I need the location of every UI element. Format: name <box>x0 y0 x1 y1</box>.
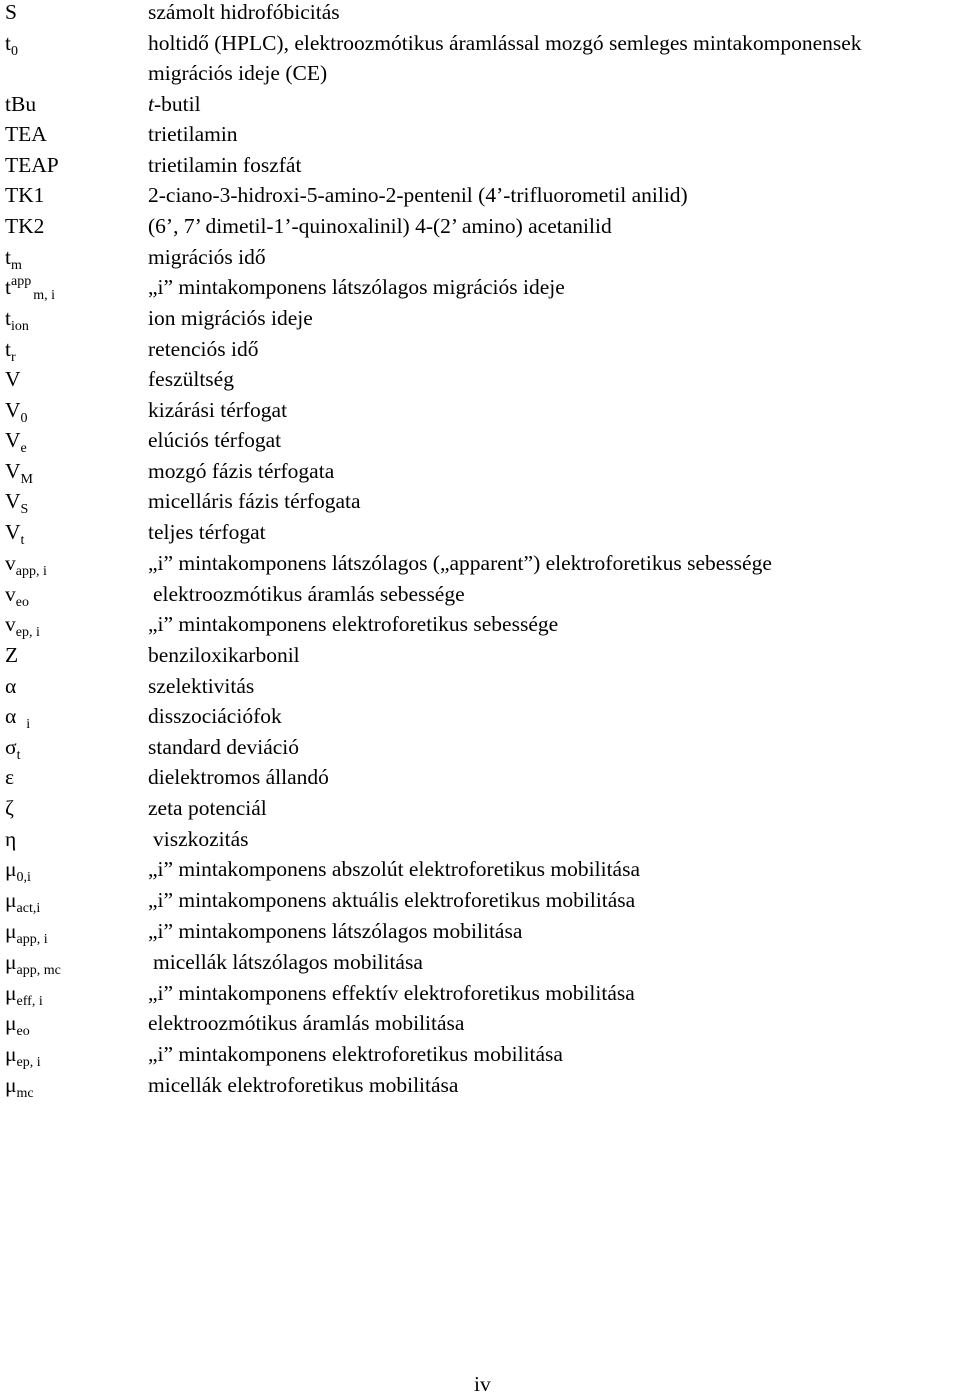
description: elektroozmótikus áramlás mobilitása <box>148 1011 465 1035</box>
symbol: $\mu_{app, mc}$ <box>5 950 61 978</box>
symbol: $v_{app, i}$ <box>5 551 47 579</box>
description: „i” mintakomponens látszólagos mobilitása <box>148 919 523 943</box>
symbol: $\mu_{0,i}$ <box>5 857 31 885</box>
list-item <box>5 489 955 519</box>
description: (6’, 7’ dimetil-1’-quinoxalinil) 4-(2’ amino) acetanilid <box>148 214 612 238</box>
list-item <box>5 1042 955 1072</box>
list-item <box>5 950 955 980</box>
list-item <box>5 61 955 91</box>
description: „i” mintakomponens elektroforetikus sebessége <box>148 612 559 636</box>
description: trietilamin foszfát <box>148 153 302 177</box>
symbol: TEAP <box>5 153 59 177</box>
symbol: $t_r$ <box>5 337 16 365</box>
symbol: ε <box>5 765 15 789</box>
list-item <box>5 643 955 673</box>
list-item <box>5 612 955 642</box>
symbol: α <box>5 674 17 698</box>
list-item <box>5 275 955 305</box>
symbol: V <box>5 367 21 391</box>
list-item <box>5 735 955 765</box>
list-item <box>5 520 955 550</box>
list-item <box>5 796 955 826</box>
symbol: $\mu_{mc}$ <box>5 1073 34 1101</box>
list-item <box>5 214 955 244</box>
description: viszkozitás <box>153 827 249 851</box>
symbol: $v_{ep, i}$ <box>5 612 40 640</box>
list-item <box>5 765 955 795</box>
list-item <box>5 459 955 489</box>
list-item <box>5 245 955 275</box>
symbol: TEA <box>5 122 47 146</box>
description: micellák elektroforetikus mobilitása <box>148 1073 459 1097</box>
description: retenciós idő <box>148 337 259 361</box>
symbol: $\mu_{eff, i}$ <box>5 981 43 1009</box>
description: mozgó fázis térfogata <box>148 459 335 483</box>
description: migrációs ideje (CE) <box>148 61 328 85</box>
description: standard deviáció <box>148 735 300 759</box>
description: micellák látszólagos mobilitása <box>153 950 423 974</box>
symbol: $V_S$ <box>5 489 29 517</box>
symbol: $V_0$ <box>5 398 28 426</box>
symbol: S <box>5 0 17 24</box>
symbol: TK2 <box>5 214 45 238</box>
symbol: $V_t$ <box>5 520 25 548</box>
symbol: $t_m$ <box>5 245 22 273</box>
description: szelektivitás <box>148 674 255 698</box>
symbol: $V_e$ <box>5 428 27 456</box>
description: teljes térfogat <box>148 520 266 544</box>
description: disszociációfok <box>148 704 282 728</box>
list-item <box>5 1011 955 1041</box>
list-item <box>5 1073 955 1103</box>
list-item <box>5 367 955 397</box>
description: migrációs idő <box>148 245 266 269</box>
symbol: ζ <box>5 796 14 820</box>
description: zeta potenciál <box>148 796 267 820</box>
description: „i” mintakomponens látszólagos migrációs ideje <box>148 275 565 299</box>
symbol: tBu <box>5 92 37 116</box>
list-item <box>5 857 955 887</box>
description: trietilamin <box>148 122 238 146</box>
symbol: α $_i$ <box>5 704 31 732</box>
symbol: $t_{ion}$ <box>5 306 29 334</box>
list-item <box>5 183 955 213</box>
symbol: $\mu_{ep, i}$ <box>5 1042 41 1070</box>
list-item <box>5 92 955 122</box>
list-item <box>5 337 955 367</box>
symbol: $\sigma_t$ <box>5 735 21 763</box>
page-number: iv <box>474 1372 491 1396</box>
list-item <box>5 888 955 918</box>
description: „i” mintakomponens elektroforetikus mobilitása <box>148 1042 563 1066</box>
description: 2-ciano-3-hidroxi-5-amino-2-pentenil (4’-trifluorometil anilid) <box>148 183 688 207</box>
description: „i” mintakomponens aktuális elektroforetikus mobilitása <box>148 888 636 912</box>
description: „i” mintakomponens effektív elektroforetikus mobilitása <box>148 981 635 1005</box>
symbol: Z <box>5 643 19 667</box>
description: dielektromos állandó <box>148 765 329 789</box>
description: elúciós térfogat <box>148 428 282 452</box>
symbol: TK1 <box>5 183 45 207</box>
symbol: $\mu_{app, i}$ <box>5 919 48 947</box>
symbol: η <box>5 827 17 851</box>
list-item <box>5 674 955 704</box>
symbol: $t^{app}_{m, i}$ <box>5 274 55 303</box>
list-item <box>5 704 955 734</box>
list-item <box>5 582 955 612</box>
list-item <box>5 827 955 857</box>
list-item <box>5 306 955 336</box>
description: benziloxikarbonil <box>148 643 300 667</box>
description: számolt hidrofóbicitás <box>148 0 340 24</box>
description: micelláris fázis térfogata <box>148 489 361 513</box>
list-item <box>5 0 955 30</box>
symbol: $V_M$ <box>5 459 33 487</box>
list-item <box>5 398 955 428</box>
list-item <box>5 428 955 458</box>
description: ion migrációs ideje <box>148 306 313 330</box>
list-item <box>5 981 955 1011</box>
symbol: $\mu_{eo}$ <box>5 1011 30 1039</box>
symbol: $\mu_{act,i}$ <box>5 888 41 916</box>
description: feszültség <box>148 367 234 391</box>
description: holtidő (HPLC), elektroozmótikus áramlással mozgó semleges mintakomponensek <box>148 31 862 55</box>
list-item <box>5 153 955 183</box>
description: elektroozmótikus áramlás sebessége <box>153 582 465 606</box>
symbol: $t_0$ <box>5 31 18 59</box>
list-item <box>5 31 955 61</box>
description: kizárási térfogat <box>148 398 288 422</box>
list-item <box>5 919 955 949</box>
list-item <box>5 122 955 152</box>
description: „i” mintakomponens abszolút elektroforetikus mobilitása <box>148 857 640 881</box>
description: t-butil <box>148 92 201 116</box>
list-item <box>5 551 955 581</box>
description: „i” mintakomponens látszólagos („apparent”) elektroforetikus sebessége <box>148 551 772 575</box>
symbol: $v_{eo}$ <box>5 582 29 610</box>
